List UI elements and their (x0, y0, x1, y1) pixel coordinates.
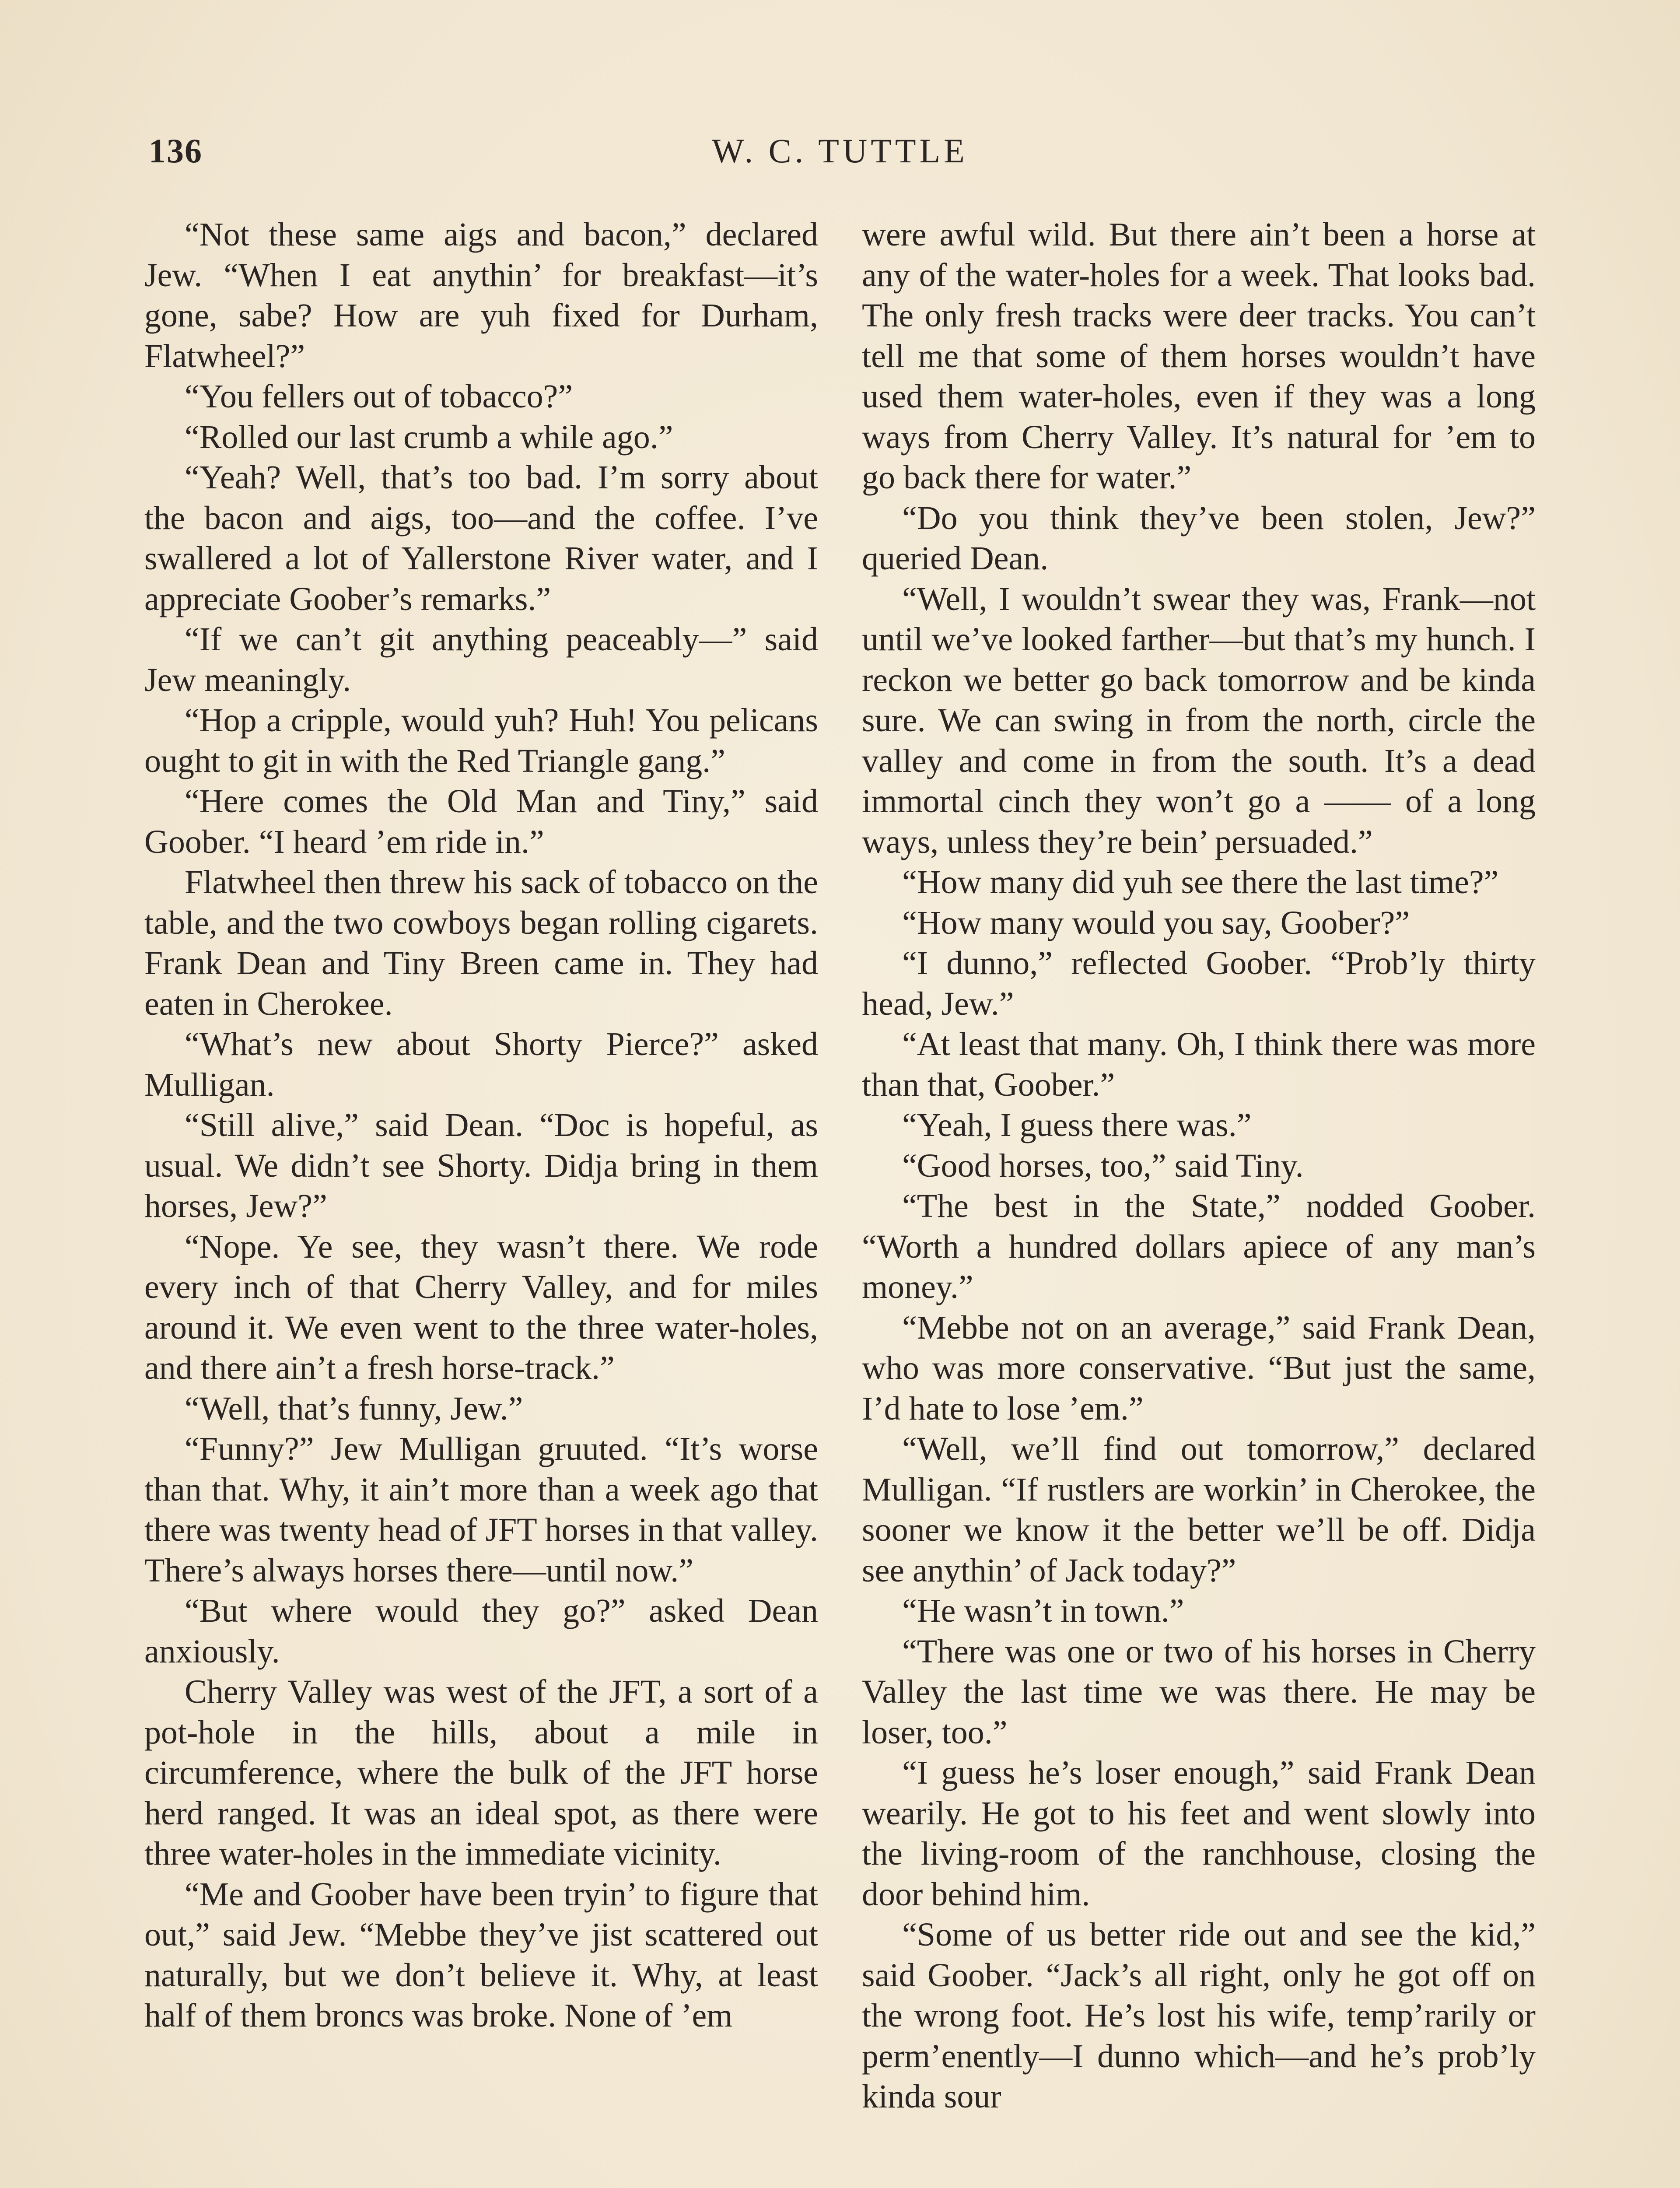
paragraph: “Me and Goober have been tryin’ to figure that out,” said Jew. “Mebbe they’ve jist scattered out naturally, but we don’t believe it. Why, at least half of them broncs was broke. None of ’em (144, 1876, 818, 2034)
paragraph: “Funny?” Jew Mulligan gruuted. “It’s worse than that. Why, it ain’t more than a week ago that there was twenty head of JFT horses in that valley. There’s always horses there—until now.” (144, 1431, 818, 1589)
paragraph: Flatwheel then threw his sack of tobacco on the table, and the two cowboys began rolling cigarets. Frank Dean and Tiny Breen came in. They had eaten in Cherokee. (144, 864, 818, 1022)
page-header (144, 131, 1536, 184)
paragraph: “He wasn’t in town.” (902, 1592, 1184, 1629)
paragraph: “Not these same aigs and bacon,” declared Jew. “When I eat anythin’ for breakfast—it’s gone, sabe? How are yuh fixed for Durham, Flatwheel?” (144, 216, 818, 375)
page-number: 136 (149, 132, 203, 170)
paragraph: “How many would you say, Goober?” (902, 904, 1410, 941)
paragraph: “I guess he’s loser enough,” said Frank Dean wearily. He got to his feet and went slowly into the living-room of the ranchhouse, closing the door behind him. (862, 1754, 1536, 1913)
paragraph: “Here comes the Old Man and Tiny,” said Goober. “I heard ’em ride in.” (144, 783, 818, 860)
paragraph: “Well, I wouldn’t swear they was, Frank—not until we’ve looked farther—but that’s my hunch. I reckon we better go back tomorrow and be kinda sure. We can swing in from the north, circle the valley and come in from the south. It’s a dead immortal cinch they won’t go a —— of a long ways, unless they’re bein’ persuaded.” (862, 580, 1536, 860)
paragraph: “But where would they go?” asked Dean anxiously. (144, 1592, 818, 1670)
paragraph: “Yeah, I guess there was.” (902, 1107, 1252, 1143)
running-head: W. C. TUTTLE (712, 132, 968, 170)
paragraph: “Hop a cripple, would yuh? Huh! You pelicans ought to git in with the Red Triangle gang.” (144, 702, 818, 779)
paragraph: “The best in the State,” nodded Goober. “Worth a hundred dollars apiece of any man’s money.” (862, 1188, 1536, 1305)
paragraph: “Yeah? Well, that’s too bad. I’m sorry about the bacon and aigs, too—and the coffee. I’ve swallered a lot of Yallerstone River water, and I appreciate Goober’s remarks.” (144, 459, 818, 617)
paragraph: “Mebbe not on an average,” said Frank Dean, who was more conservative. “But just the same, I’d hate to lose ’em.” (862, 1309, 1536, 1427)
paragraph: “How many did yuh see there the last time?” (902, 864, 1499, 901)
paragraph: “What’s new about Shorty Pierce?” asked Mulligan. (144, 1026, 818, 1103)
text-columns (144, 214, 1536, 2117)
paragraph: “Good horses, too,” said Tiny. (902, 1147, 1304, 1184)
paragraph: “If we can’t git anything peaceably—” said Jew meaningly. (144, 621, 818, 698)
paragraph: “You fellers out of tobacco?” (185, 378, 573, 415)
paragraph: “Do you think they’ve been stolen, Jew?” queried Dean. (862, 499, 1536, 577)
paragraph: “Well, we’ll find out tomorrow,” declared Mulligan. “If rustlers are workin’ in Cherokee, the sooner we know it the better we’ll be off. Didja see anythin’ of Jack today?” (862, 1431, 1536, 1589)
right-column (862, 214, 1536, 2117)
paragraph: Cherry Valley was west of the JFT, a sort of a pot-hole in the hills, about a mile in circumference, where the bulk of the JFT horse herd ranged. It was an ideal spot, as there were three water-holes in the immediate vicinity. (144, 1673, 818, 1872)
paragraph: “Some of us better ride out and see the kid,” said Goober. “Jack’s all right, only he got off on the wrong foot. He’s lost his wife, temp’rarily or perm’enently—I dunno which—and he’s prob’ly kinda sour (862, 1916, 1536, 2115)
left-column (144, 214, 818, 2117)
paragraph: “Nope. Ye see, they wasn’t there. We rode every inch of that Cherry Valley, and for miles around it. We even went to the three water-holes, and there ain’t a fresh horse-track.” (144, 1228, 818, 1386)
paragraph: “At least that many. Oh, I think there was more than that, Goober.” (862, 1026, 1536, 1103)
paragraph: “Rolled our last crumb a while ago.” (185, 418, 673, 456)
paragraph: were awful wild. But there ain’t been a horse at any of the water-holes for a week. That looks bad. The only fresh tracks were deer tracks. You can’t tell me that some of them horses wouldn’t have used them water-holes, even if they was a long ways from Cherry Valley. It’s natural for ’em to go back there for water.” (862, 216, 1536, 496)
paragraph: “Well, that’s funny, Jew.” (185, 1390, 523, 1427)
paragraph: “I dunno,” reflected Goober. “Prob’ly thirty head, Jew.” (862, 945, 1536, 1022)
paragraph: “There was one or two of his horses in Cherry Valley the last time we was there. He may be loser, too.” (862, 1633, 1536, 1751)
paragraph: “Still alive,” said Dean. “Doc is hopeful, as usual. We didn’t see Shorty. Didja bring in them horses, Jew?” (144, 1107, 818, 1224)
